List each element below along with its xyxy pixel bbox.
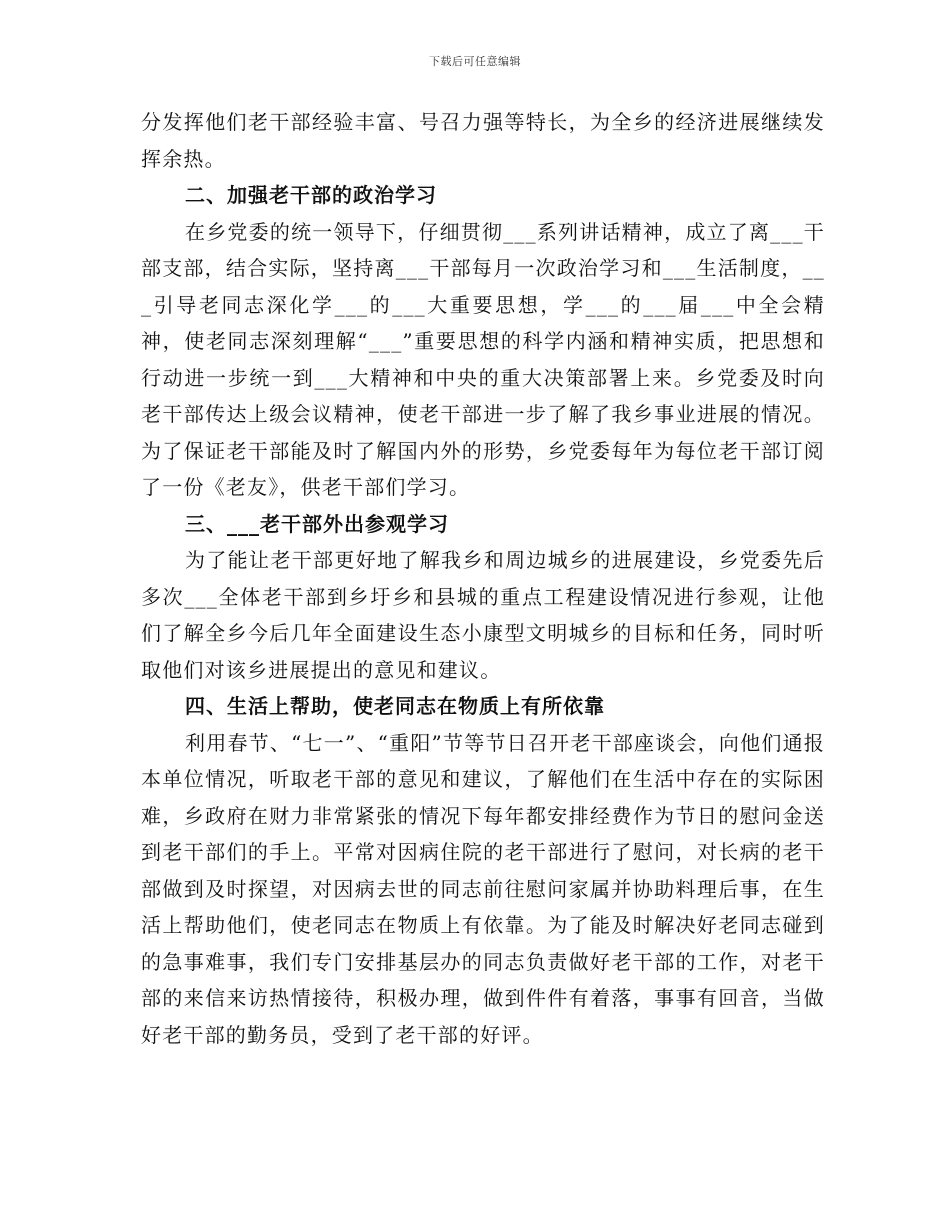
section-heading-4: 四、生活上帮助，使老同志在物质上有所依靠 — [185, 694, 605, 718]
paragraph-political-study: 在乡党委的统一领导下，仔细贯彻___系列讲话精神，成立了离___干部支部，结合实际，坚持离___干部每月一次政治学习和___生活制度，___引导老同志深化学___的___大重要思想，学___的___届___中全会精神，使老同志深刻理解“___”重要思想的科学内涵和精神实质，把思想和行动进一步统一到___大精神和中央的重大决策部署上来。乡党委及时向老干部传达上级会议精神，使老干部进一步了解了我乡事业进展的情况。为了保证老干部能及时了解国内外的形势，乡党委每年为每位老干部订阅了一份《老友》，供老干部们学习。 — [141, 219, 825, 499]
paragraph-field-visit: 为了能让老干部更好地了解我乡和周边城乡的进展建设，乡党委先后多次___全体老干部到乡圩乡和县城的重点工程建设情况进行参观，让他们了解全乡今后几年全面建设生态小康型文明城乡的目标和任务，同时听取他们对该乡进展提出的意见和建议。 — [141, 548, 825, 682]
document-body — [141, 104, 825, 1053]
section-heading-3: 三、___老干部外出参观学习 — [185, 511, 449, 536]
section-heading-2: 二、加强老干部的政治学习 — [185, 183, 437, 207]
paragraph-living-support: 利用春节、“七一”、“重阳”节等节日召开老干部座谈会，向他们通报本单位情况，听取老干部的意见和建议，了解他们在生活中存在的实际困难，乡政府在财力非常紧张的情况下每年都安排经费作为节日的慰问金送到老干部们的手上。平常对因病住院的老干部进行了慰问，对长病的老干部做到及时探望，对因病去世的同志前往慰问家属并协助料理后事，在生活上帮助他们，使老同志在物质上有依靠。为了能及时解决好老同志碰到的急事难事，我们专门安排基层办的同志负责做好老干部的工作，对老干部的来信来访热情接待，积极办理，做到件件有着落，事事有回音，当做好老干部的勤务员，受到了老干部的好评。 — [141, 730, 825, 1047]
paragraph-intro: 分发挥他们老干部经验丰富、号召力强等特长，为全乡的经济进展继续发挥余热。 — [141, 110, 825, 171]
page-header: 下载后可任意编辑 — [429, 55, 521, 68]
